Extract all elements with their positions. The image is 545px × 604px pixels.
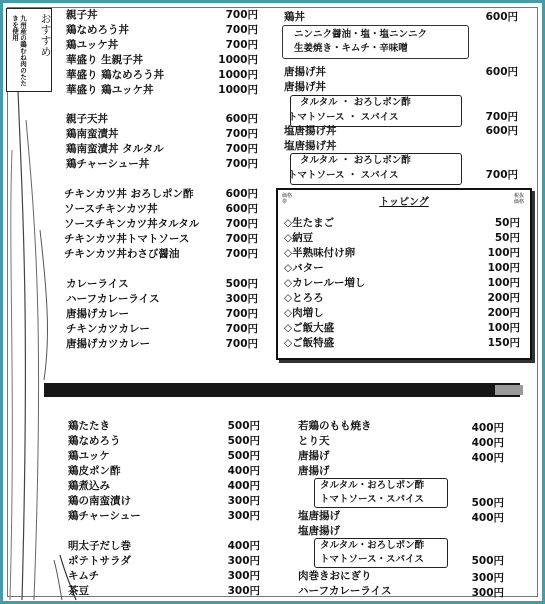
menu-item: 鶏南蛮漬丼 — [66, 128, 119, 140]
menu-price: 500円 — [471, 555, 504, 567]
toppings-title: トッピング — [379, 197, 429, 208]
menu-price: 300円 — [471, 572, 504, 584]
menu-item: チキンカツカレー — [66, 323, 150, 335]
topping-item: ◇カレールー増し — [284, 277, 366, 289]
menu-price: 700円 — [225, 9, 258, 21]
menu-item: 唐揚げカツカレー — [66, 338, 150, 350]
topping-price: 100円 — [487, 277, 520, 289]
menu-price: 1000円 — [218, 69, 258, 81]
menu-item: 鶏たたき — [68, 420, 110, 432]
menu-price: 500円 — [227, 435, 260, 447]
menu-item: ハーフカレーライス — [298, 585, 392, 597]
menu-item: ハーフカレーライス — [66, 293, 160, 305]
menu-price: 400円 — [227, 540, 260, 552]
menu-price: 600円 — [485, 11, 518, 23]
menu-price: 400円 — [471, 512, 504, 524]
topping-price: 50円 — [494, 217, 520, 229]
menu-price: 500円 — [471, 497, 504, 509]
menu-price: 700円 — [225, 128, 258, 140]
menu-item: 塩唐揚げ丼 — [284, 140, 337, 152]
topping-price: 100円 — [487, 322, 520, 334]
menu-price: 600円 — [225, 188, 258, 200]
option-text: ニンニク醤油・塩・塩ニンニク — [294, 29, 428, 40]
menu-item: ポテトサラダ — [68, 555, 131, 567]
menu-price: 1000円 — [218, 84, 258, 96]
menu-price: 300円 — [471, 587, 504, 599]
menu-price: 300円 — [227, 495, 260, 507]
menu-item: 鶏皮ポン酢 — [68, 465, 121, 477]
menu-item: 華盛り 鶏ユッケ丼 — [66, 84, 154, 96]
menu-price: 700円 — [225, 308, 258, 320]
menu-item: キムチ — [68, 570, 100, 582]
menu-price: 300円 — [227, 570, 260, 582]
topping-price: 100円 — [487, 262, 520, 274]
topping-item: ◇生たまご — [284, 217, 335, 229]
menu-item: 鶏煮込み — [68, 480, 110, 492]
topping-item: ◇とろろ — [284, 292, 324, 304]
menu-item: 親子天丼 — [66, 113, 108, 125]
menu-price: 700円 — [225, 233, 258, 245]
menu-item: 鶏ユッケ — [68, 450, 110, 462]
menu-item: 鶏チャーシュー丼 — [66, 158, 150, 170]
menu-price: 600円 — [485, 125, 518, 137]
menu-item: 肉巻きおにぎり — [298, 570, 372, 582]
topping-item: ◇肉増し — [284, 307, 324, 319]
menu-item: チキンカツ丼わさび醤油 — [64, 248, 180, 260]
menu-price: 500円 — [225, 278, 258, 290]
option-text: タルタル・おろしポン酢 — [320, 540, 425, 551]
menu-price: 300円 — [225, 293, 258, 305]
menu-item: 塩唐揚げ — [298, 525, 340, 537]
option-text: タルタル ・ おろしポン酢 — [300, 155, 411, 166]
menu-price: 700円 — [225, 39, 258, 51]
band-edge-right — [495, 385, 523, 395]
option-text: トマトソース・スパイス — [320, 554, 424, 565]
menu-price: 300円 — [227, 585, 260, 597]
menu-price: 700円 — [225, 248, 258, 260]
menu-item: 若鶏のもも焼き — [298, 420, 372, 432]
option-text: トマトソース ・ スパイス — [288, 112, 399, 123]
menu-price: 400円 — [471, 437, 504, 449]
menu-item: 鶏丼 — [284, 11, 305, 23]
topping-price: 150円 — [487, 337, 520, 349]
topping-item: ◇半熟味付け卵 — [284, 247, 356, 259]
toppings-small-right: 税抜価格 — [514, 193, 525, 205]
menu-item: カレーライス — [66, 278, 129, 290]
menu-item: 鶏なめろう — [68, 435, 121, 447]
topping-item: ◇ご飯特盛 — [284, 337, 335, 349]
menu-price: 300円 — [227, 510, 260, 522]
menu-item: 唐揚げカレー — [66, 308, 129, 320]
menu-item: 鶏チャーシュー — [68, 510, 141, 522]
menu-price: 400円 — [471, 422, 504, 434]
osusume-title: おすすめ — [39, 13, 52, 57]
menu-item: 鶏南蛮漬丼 タルタル — [66, 143, 164, 155]
option-text: トマトソース ・ スパイス — [288, 170, 399, 181]
menu-item: 明太子だし巻 — [68, 540, 131, 552]
menu-price: 500円 — [227, 450, 260, 462]
topping-item: ◇ご飯大盛 — [284, 322, 335, 334]
menu-item: 唐揚げ — [298, 450, 330, 462]
option-text: タルタル ・ おろしポン酢 — [300, 97, 411, 108]
topping-price: 100円 — [487, 247, 520, 259]
section-divider-band — [44, 383, 520, 397]
menu-price: 700円 — [225, 338, 258, 350]
topping-price: 200円 — [487, 292, 520, 304]
menu-item: とり天 — [298, 435, 330, 447]
menu-item: 塩唐揚げ — [298, 510, 340, 522]
option-text: タルタル・おろしポン酢 — [320, 480, 425, 491]
osusume-subtitle: 九州産の鶏むね肉のたたきを使用 — [11, 15, 27, 87]
menu-price: 700円 — [225, 218, 258, 230]
menu-item: 鶏の南蛮漬け — [68, 495, 131, 507]
topping-price: 50円 — [494, 232, 520, 244]
menu-price: 400円 — [227, 480, 260, 492]
topping-item: ◇納豆 — [284, 232, 314, 244]
menu-item: 唐揚げ — [298, 465, 330, 477]
menu-price: 400円 — [471, 452, 504, 464]
menu-item: 唐揚げ丼 — [284, 66, 326, 78]
menu-item: 鶏ユッケ丼 — [66, 39, 119, 51]
menu-price: 300円 — [227, 555, 260, 567]
menu-price: 400円 — [227, 465, 260, 477]
menu-item: 塩唐揚げ丼 — [284, 125, 337, 137]
menu-price: 700円 — [225, 24, 258, 36]
menu-item: 華盛り 鶏なめろう丼 — [66, 69, 165, 81]
topping-item: ◇バター — [284, 262, 324, 274]
menu-item: 鶏なめろう丼 — [66, 24, 129, 36]
menu-price: 1000円 — [218, 54, 258, 66]
menu-price: 700円 — [485, 111, 518, 123]
toppings-box — [276, 188, 532, 360]
menu-price: 700円 — [225, 158, 258, 170]
osusume-label — [6, 8, 52, 92]
topping-price: 200円 — [487, 307, 520, 319]
menu-item: ソースチキンカツ丼タルタル — [64, 218, 200, 230]
menu-price: 700円 — [225, 143, 258, 155]
menu-item: チキンカツ丼トマトソース — [64, 233, 190, 245]
menu-item: ソースチキンカツ丼 — [64, 203, 158, 215]
menu-price: 500円 — [227, 420, 260, 432]
menu-item: 親子丼 — [66, 9, 98, 21]
menu-price: 600円 — [485, 66, 518, 78]
menu-item: 華盛り 生親子丼 — [66, 54, 144, 66]
menu-item: チキンカツ丼 おろしポン酢 — [64, 188, 194, 200]
menu-item: 茶豆 — [68, 585, 89, 597]
option-text: トマトソース・スパイス — [320, 494, 424, 505]
toppings-small-left: 価格帯 — [282, 193, 293, 205]
menu-price: 600円 — [225, 203, 258, 215]
option-text: 生姜焼き・キムチ・辛味噌 — [294, 43, 408, 54]
menu-price: 700円 — [485, 169, 518, 181]
menu-price: 600円 — [225, 113, 258, 125]
menu-price: 700円 — [225, 323, 258, 335]
menu-item: 唐揚げ丼 — [284, 81, 326, 93]
